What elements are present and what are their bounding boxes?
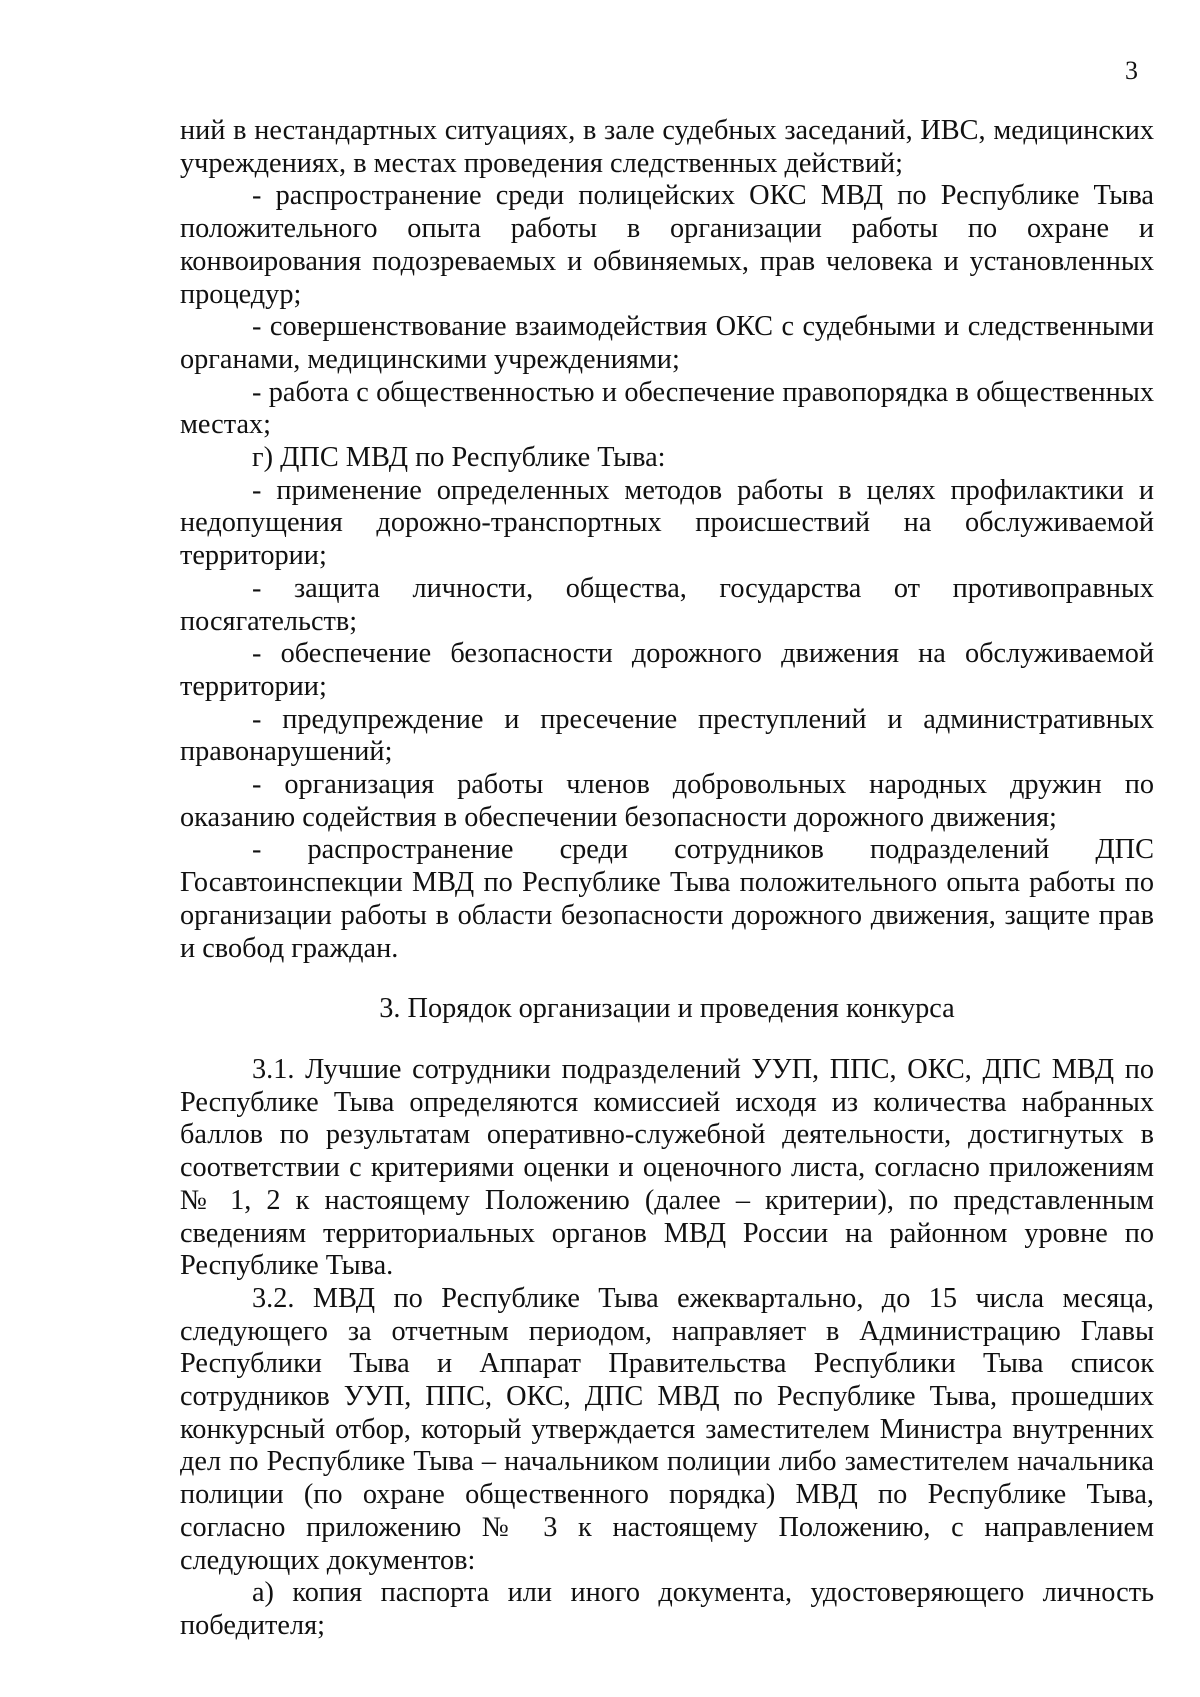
list-item: - распространение среди сотрудников подразделений ДПС Госавтоинспекции МВД по Республике Тыва положительного опыта работы по организации работы в области безопасности дорожного движения, защите прав и свобод граждан.	[180, 834, 1154, 964]
paragraph-continuation: ний в нестандартных ситуациях, в зале судебных заседаний, ИВС, медицинских учреждениях, в местах проведения следственных действий;	[180, 115, 1154, 179]
list-item: - защита личности, общества, государства от противоправных посягательств;	[180, 572, 1154, 637]
list-item: - распространение среди полицейских ОКС МВД по Республике Тыва положительного опыта работы в организации работы по охране и конвоирования подозреваемых и обвиняемых, прав человека и установленных процедур;	[180, 180, 1154, 310]
document-body	[180, 115, 1154, 1643]
list-item: - работа с общественностью и обеспечение правопорядка в общественных местах;	[180, 376, 1154, 441]
clause-paragraph: 3.1. Лучшие сотрудники подразделений УУП, ППС, ОКС, ДПС МВД по Республике Тыва определяются комиссией исходя из количества набранных баллов по результатам оперативно-служебной деятельности, достигнутых в соответствии с критериями оценки и оценочного листа, согласно приложениям № 1, 2 к настоящему Положению (далее – критерии), по представленным сведениям территориальных органов МВД России на районном уровне по Республике Тыва.	[180, 1053, 1154, 1282]
list-item: - организация работы членов добровольных народных дружин по оказанию содействия в обеспечении безопасности дорожного движения;	[180, 769, 1154, 833]
page-number: 3	[1125, 56, 1138, 85]
list-item: - обеспечение безопасности дорожного движения на обслуживаемой территории;	[180, 638, 1154, 702]
list-item: - применение определенных методов работы в целях профилактики и недопущения дорожно-транспортных происшествий на обслуживаемой территории;	[180, 474, 1154, 572]
list-item: - предупреждение и пресечение преступлений и административных правонарушений;	[180, 703, 1154, 768]
section-heading: 3. Порядок организации и проведения конкурса	[379, 993, 955, 1025]
list-item: а) копия паспорта или иного документа, удостоверяющего личность победителя;	[180, 1577, 1154, 1641]
subsection-label: г) ДПС МВД по Республике Тыва:	[252, 442, 666, 474]
clause-paragraph: 3.2. МВД по Республике Тыва ежеквартально, до 15 числа месяца, следующего за отчетным периодом, направляет в Администрацию Главы Республики Тыва и Аппарат Правительства Республики Тыва список сотрудников УУП, ППС, ОКС, ДПС МВД по Республике Тыва, прошедших конкурсный отбор, который утверждается заместителем Министра внутренних дел по Республике Тыва – начальником полиции либо заместителем начальника полиции (по охране общественного порядка) МВД по Республике Тыва, согласно приложению № 3 к настоящему Положению, с направлением следующих документов:	[180, 1282, 1154, 1576]
list-item: - совершенствование взаимодействия ОКС с судебными и следственными органами, медицинскими учреждениями;	[180, 311, 1154, 375]
